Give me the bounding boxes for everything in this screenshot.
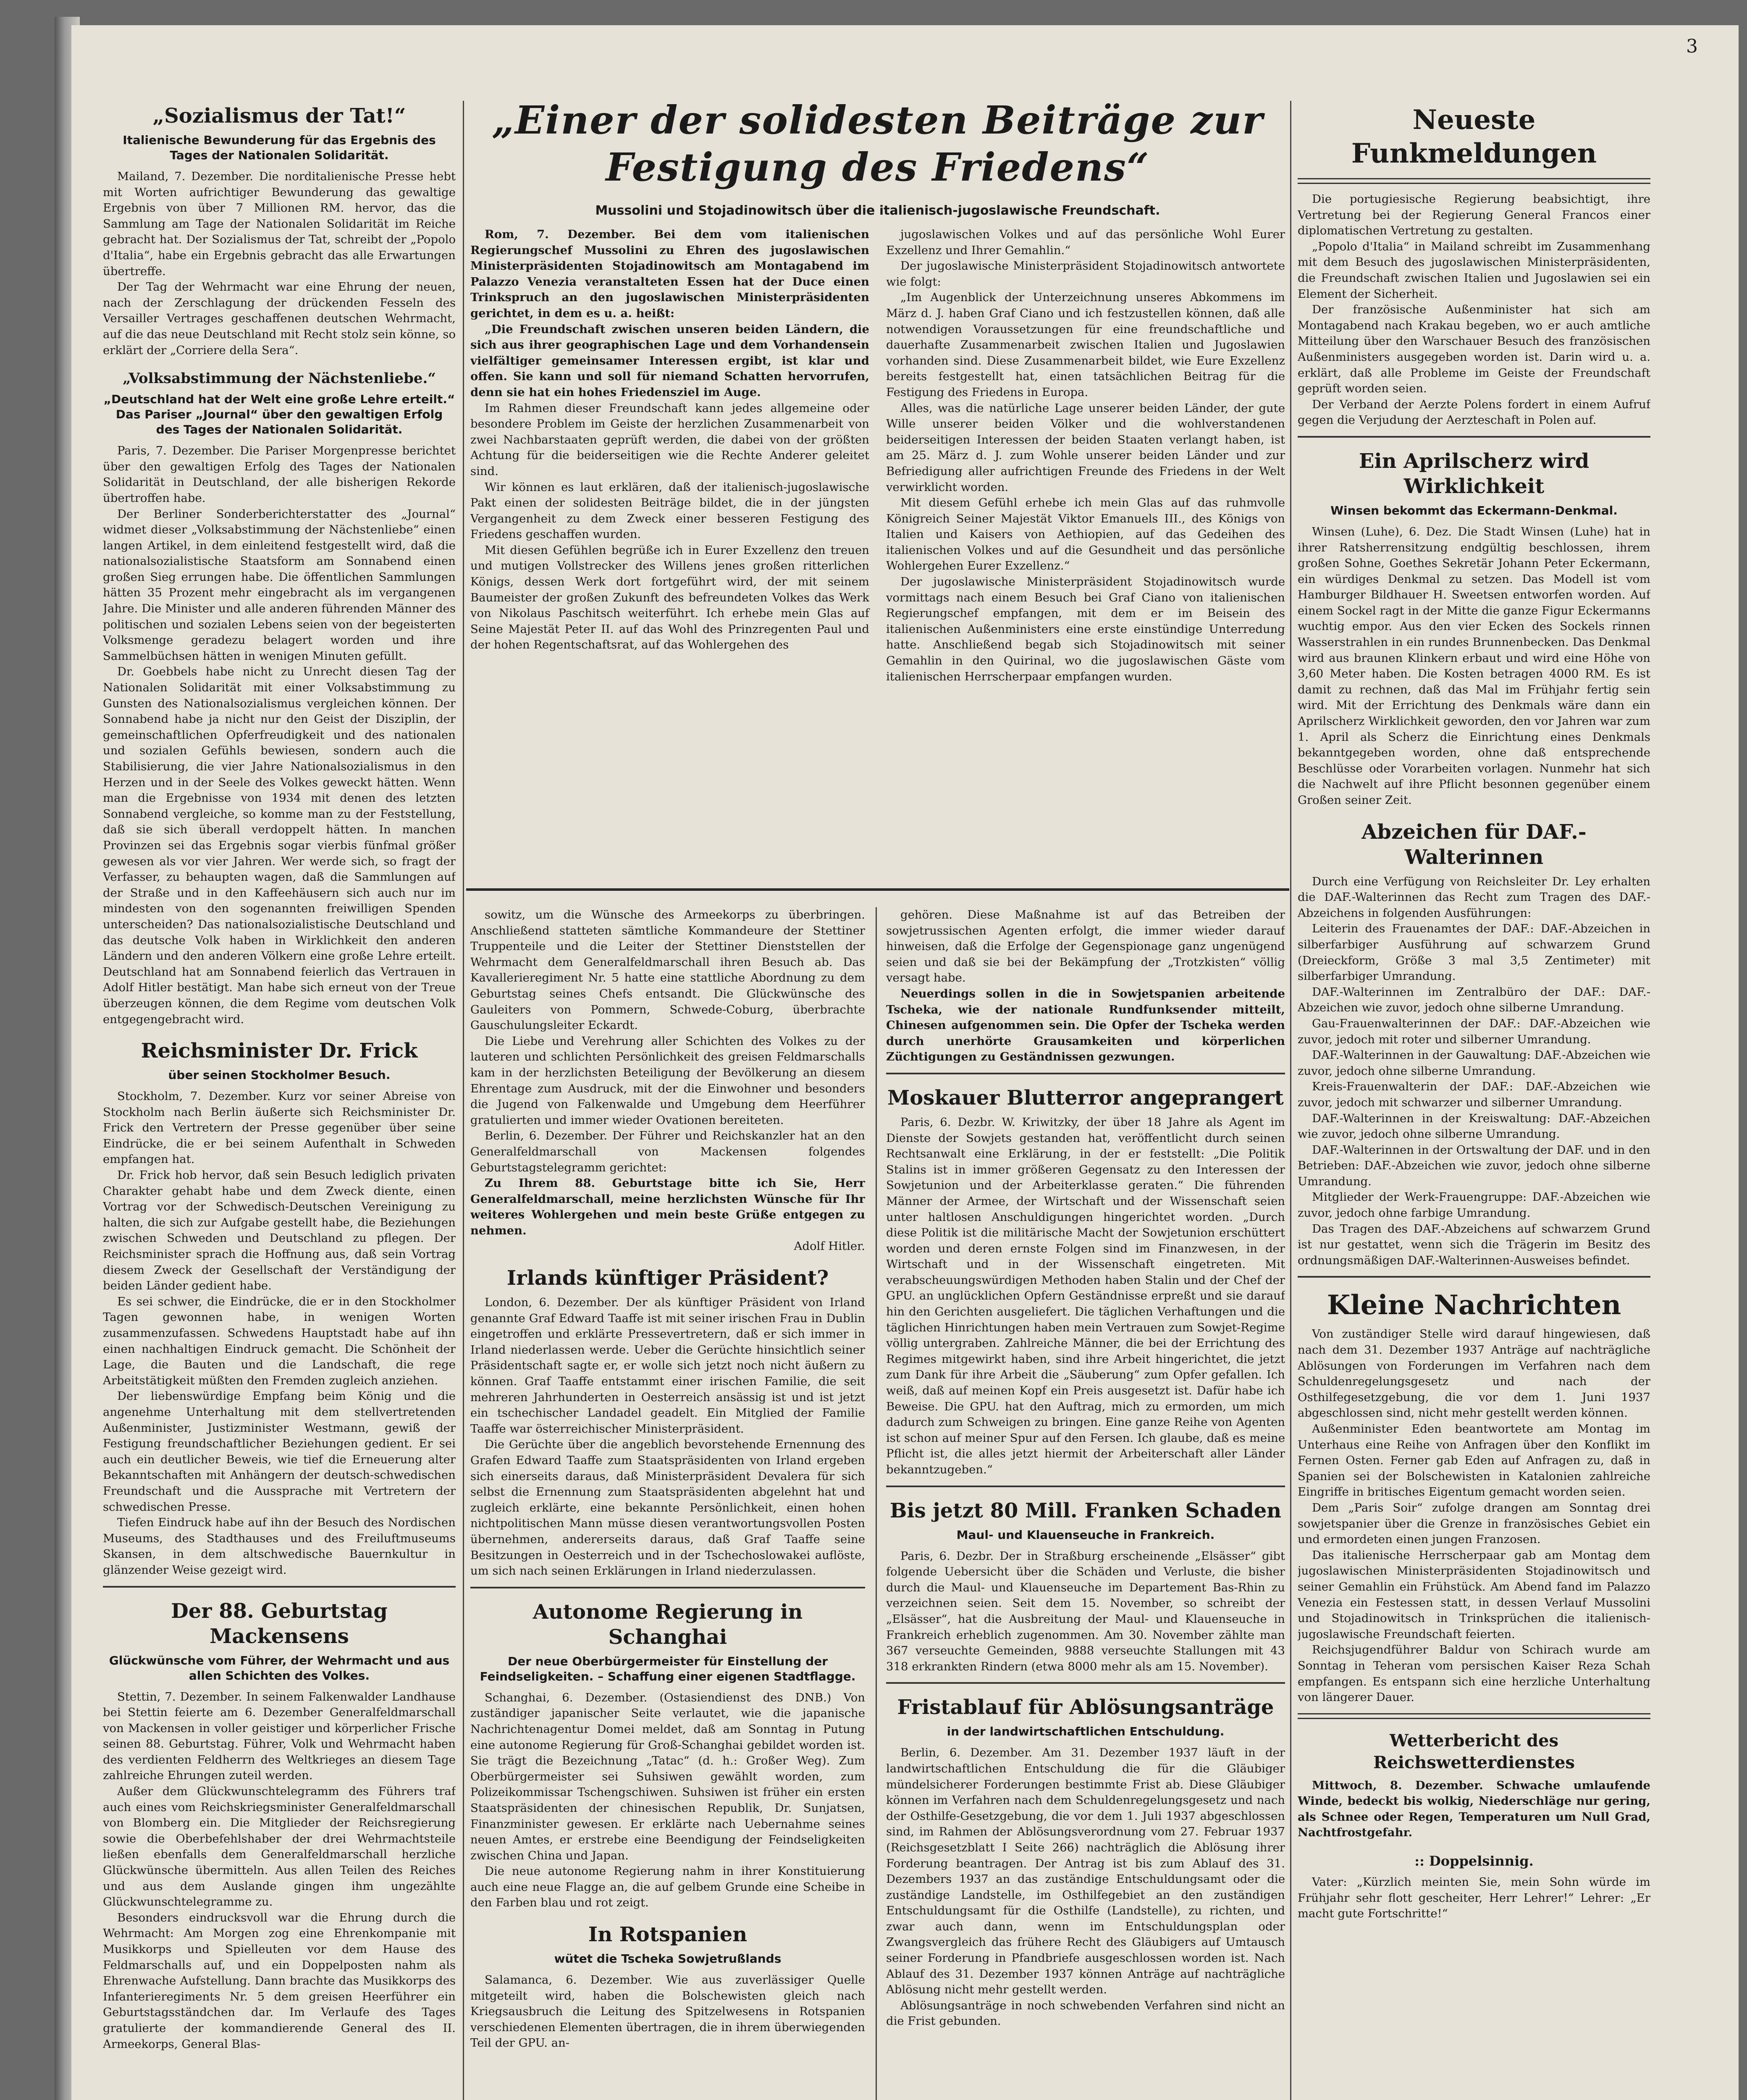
column-right bbox=[1298, 92, 1650, 2100]
paragraph: Dem „Paris Soir“ zufolge drangen am Sonntag drei sowjetspanier über die Grenze in französisches Gebiet ein und ermordeten einen jungen Franzosen. bbox=[1298, 1501, 1650, 1546]
separator bbox=[886, 1682, 1285, 1684]
article-title: Neueste Funkmeldungen bbox=[1351, 104, 1597, 169]
paragraph: Besonders eindrucksvoll war die Ehrung durch die Wehrmacht: Am Morgen zog eine Ehrenkompanie mit Musikkorps und Spielleuten vor dem Hause des Feldmarschalls auf, und ein Doppelposten nahm als Ehrenwache Aufstellung. Dann brachte das Musikkorps des Infanterieregiments Nr. 5 dem greisen Heerführer ein Geburtstagsständchen dar. Im Verlaufe des Tages gratulierte der kommandierende General des II. Armeekorps, General Blas- bbox=[103, 1911, 456, 2051]
article-subtitle: Der neue Oberbürgermeister für Einstellung der Feindseligkeiten. – Schaffung einer eigenen Stadtflagge. bbox=[480, 1654, 856, 1683]
paragraph: Stettin, 7. Dezember. In seinem Falkenwalder Landhause bei Stettin feierte am 6. Dezember Generalfeldmarschall von Mackensen in voller geistiger und körperlicher Frische seinen 88. Geburtstag. Führer, Volk und Wehrmacht haben des verdienten Feldherrn des Weltkrieges an diesem Tage zahlreiche Ehrungen zuteil werden. bbox=[103, 1690, 456, 1782]
article-title: Reichsminister Dr. Frick bbox=[141, 1039, 418, 1063]
paragraph: Alles, was die natürliche Lage unserer beiden Länder, der gute Wille unserer beiden Völker und die wohlverstandenen beiderseitigen Interessen der beiden Staaten verlangt haben, ist am 25. März d. J. zum Wohle unserer beiden Länder und zur Befriedigung aller aufrichtigen Freunde des Friedens in der Welt verwirklicht worden. bbox=[886, 401, 1285, 494]
column-middle-right bbox=[886, 907, 1285, 2100]
column-middle-left bbox=[470, 907, 865, 2100]
paragraph: Die neue autonome Regierung nahm in ihrer Konstituierung auch eine neue Flagge an, die auf gelbem Grunde eine Scheibe in den Farben blau und rot zeigt. bbox=[470, 1864, 865, 1910]
lead-subtitle: Mussolini und Stojadinowitsch über die italienisch-jugoslawische Freundschaft. bbox=[595, 203, 1160, 218]
separator bbox=[1298, 178, 1650, 184]
paragraph: Mittwoch, 8. Dezember. Schwache umlaufende Winde, bedeckt bis wolkig, Niederschläge nur gering, als Schnee oder Regen, Temperaturen um Null Grad, Nachtfrostgefahr. bbox=[1298, 1778, 1650, 1840]
paragraph: „Die Freundschaft zwischen unseren beiden Ländern, die sich aus ihrer geographischen Lage und dem Vorhandensein vielfältiger gemeinsamer Interessen ergibt, ist klar und offen. Sie kann und soll für niemand Schatten hervorrufen, denn sie hat ein hohes Friedensziel im Auge. bbox=[470, 322, 869, 399]
paragraph: DAF.-Walterinnen in der Ortswaltung der DAF. und in den Betrieben: DAF.-Abzeichen wie zuvor, jedoch ohne silberne Umrandung. bbox=[1298, 1143, 1650, 1188]
article-title: Abzeichen für DAF.-Walterinnen bbox=[1361, 820, 1587, 869]
paragraph: Leiterin des Frauenamtes der DAF.: DAF.-Abzeichen in silberfarbiger Ausführung auf schwarzem Grund (Dreieckform, Größe 3 mal 3,5 Zentimeter) mit silberfarbiger Umrandung. bbox=[1298, 922, 1650, 983]
article-subtitle: über seinen Stockholmer Besuch. bbox=[168, 1068, 391, 1082]
article-title: Kleine Nachrichten bbox=[1327, 1289, 1621, 1321]
article-title: „Volksabstimmung der Nächstenliebe.“ bbox=[123, 370, 436, 387]
paragraph: Salamanca, 6. Dezember. Wie aus zuverlässiger Quelle mitgeteilt wird, haben die Bolschewisten gleich nach Kriegsausbruch die Leitung des Spitzelwesens in Rotspanien verschiedenen Elementen übertragen, die in ihrem überwiegenden Teil der GPU. an- bbox=[470, 1973, 865, 2050]
article-title: :: Doppelsinnig. bbox=[1414, 1853, 1534, 1869]
paragraph: Mailand, 7. Dezember. Die norditalienische Presse hebt mit Worten aufrichtiger Bewunderung das gewaltige Ergebnis von über 7 Millionen RM. hervor, das die Sammlung am Tage der Nationalen Solidarität im Reiche gebracht hat. Der Sozialismus der Tat, schreibt der „Popolo d'Italia“, habe ein Ergebnis gebracht das alle Erwartungen übertreffe. bbox=[103, 170, 456, 278]
paragraph: Das italienische Herrscherpaar gab am Montag dem jugoslawischen Ministerpräsidenten Stojadinowitsch und seiner Gemahlin ein Frühstück. Am Abend fand im Palazzo Venezia ein Festessen statt, in dessen Verlauf Mussolini und Stojadinowitsch in Trinksprüchen die italienisch-jugoslawische Freundschaft feierten. bbox=[1298, 1548, 1650, 1641]
paragraph: DAF.-Walterinnen in der Gauwaltung: DAF.-Abzeichen wie zuvor, jedoch ohne silberne Umrandung. bbox=[1298, 1048, 1650, 1078]
article-subtitle: „Deutschland hat der Welt eine große Lehre erteilt.“ Das Pariser „Journal“ über den gewaltigen Erfolg des Tages der Nationalen Solidarität. bbox=[103, 392, 455, 437]
paragraph: „Im Augenblick der Unterzeichnung unseres Abkommens im März d. J. haben Graf Ciano und ich festzustellen können, daß alle notwendigen Voraussetzungen für eine freundschaftliche und dauerhafte Zusammenarbeit zwischen Italien und Jugoslawien vorhanden sind. Diese Zusammenarbeit bildet, wie Eure Exzellenz bereits festgestellt hat, einen tatsächlichen Beitrag für die Festigung des Friedens in Europa. bbox=[886, 291, 1285, 399]
paragraph: Der Tag der Wehrmacht war eine Ehrung der neuen, nach der Zerschlagung der drückenden Fesseln des Versailler Vertrages geschaffenen deutschen Wehrmacht, auf die das neue Deutschland mit Recht stolz sein könne, so erklärt der „Corriere della Sera“. bbox=[103, 280, 456, 357]
paragraph: DAF.-Walterinnen in der Kreiswaltung: DAF.-Abzeichen wie zuvor, jedoch ohne silberne Umrandung. bbox=[1298, 1111, 1650, 1141]
separator bbox=[1298, 436, 1650, 438]
article-title: Bis jetzt 80 Mill. Franken Schaden bbox=[889, 1499, 1282, 1522]
signature-text: Adolf Hitler. bbox=[794, 1239, 865, 1253]
paragraph: Der Berliner Sonderberichterstatter des „Journal“ widmet dieser „Volksabstimmung der Nächstenliebe“ einen langen Artikel, in dem einleitend festgestellt wird, daß die nationalsozialistische Staatsform am Sonnabend einen großen Sieg errungen habe. Die öffentlichen Sammlungen hätten 35 Prozent mehr eingebracht als im vergangenen Jahre. Die Minister und alle anderen führenden Männer des politischen und sozialen Lebens seien von der begeisterten Volksmenge geradezu belagert worden und ihre Sammelbüchsen hätten in wenigen Minuten gefüllt. bbox=[103, 507, 456, 663]
paragraph: Schanghai, 6. Dezember. (Ostasiendienst des DNB.) Von zuständiger japanischer Seite verlautet, wie die japanische Nachrichtenagentur Domei meldet, daß am Sonntag in Putung eine autonome Regierung für Groß-Schanghai gebildet worden ist. Sie trägt die Bezeichnung „Tatac“ (d. h.: Großer Weg). Zum Oberbürgermeister sei Suhsiwen gewählt worden, zum Polizeikommissar Tschengschiwen. Suhsiwen ist früher ein ersten Staatspräsidenten der chinesischen Republik, Dr. Sunjatsen, Finanzminister gewesen. Er erklärte nach Uebernahme seines neuen Amtes, er erstrebe eine Beendigung der Feindseligkeiten zwischen China und Japan. bbox=[470, 1690, 865, 1862]
paragraph: Der jugoslawische Ministerpräsident Stojadinowitsch wurde vormittags nach einem Besuch bei Graf Ciano von italienischen Regierungschef empfangen, mit dem er im Beisein des italienischen Außenministers eine erste einstündige Unterredung hatte. Anschließend begab sich Stojadinowitsch mit seiner Gemahlin in den Quirinal, wo die jugoslawischen Gäste vom italienischen Herrscherpaar empfangen wurden. bbox=[886, 575, 1285, 683]
lead-article bbox=[470, 92, 1285, 890]
paragraph: Stockholm, 7. Dezember. Kurz vor seiner Abreise von Stockholm nach Berlin äußerte sich Reichsminister Dr. Frick den Vertretern der Presse gegenüber über seine Eindrücke, die er bei seinem Aufenthalt in Schweden empfangen hat. bbox=[103, 1089, 456, 1166]
separator bbox=[886, 1486, 1285, 1487]
paragraph: sowitz, um die Wünsche des Armeekorps zu überbringen. Anschließend statteten sämtliche Kommandeure der Stettiner Truppenteile und die Leiter der Stettiner Dienststellen der Wehrmacht dem Generalfeldmarschall ihren Besuch ab. Das Kavallerieregiment Nr. 5 hatte eine stattliche Abordnung zu dem Geburtstag seines Chefs entsandt. Die Glückwünsche des Gauleiters von Pommern, Schwede-Coburg, überbrachte Gauschulungsleiter Eckardt. bbox=[470, 908, 865, 1032]
paragraph: Winsen (Luhe), 6. Dez. Die Stadt Winsen (Luhe) hat in ihrer Ratsherrensitzung endgültig beschlossen, ihrem großen Sohne, Goethes Sekretär Johann Peter Eckermann, ein würdiges Denkmal zu setzen. Das Modell ist vom Hamburger Bildhauer H. Sweetsen entworfen worden. Auf einem Sockel ragt in der Mitte die ganze Figur Eckermanns wuchtig empor. Aus den vier Ecken des Sockels rinnen Wasserstrahlen in ein rundes Brunnenbecken. Das Denkmal wird aus braunen Klinkern erbaut und wird eine Höhe von 3,60 Meter haben. Die Kosten betragen 4000 RM. Es ist damit zu rechnen, daß das Mal im Frühjahr fertig sein wird. Mit der Errichtung des Denkmals wäre dann ein Aprilscherz Wirklichkeit geworden, den vor Jahren war zum 1. April als Scherz die Einrichtung eines Denkmals bekanntgegeben worden, ohne daß entsprechende Beschlüsse oder Vorarbeiten vorlagen. Nunmehr hat sich die Nachwelt auf ihre Pflicht besonnen gegenüber einem Großen seiner Zeit. bbox=[1298, 525, 1650, 807]
paragraph: Rom, 7. Dezember. Bei dem vom italienischen Regierungschef Mussolini zu Ehren des jugoslawischen Ministerpräsidenten Stojadinowitsch am Montagabend im Palazzo Venezia veranstalteten Essen hat der Duce einen Trinkspruch an den jugoslawischen Ministerpräsidenten gerichtet, in dem es u. a. heißt: bbox=[470, 228, 869, 320]
paragraph: Außenminister Eden beantwortete am Montag im Unterhaus eine Reihe von Anfragen über den Konflikt im Fernen Osten. Ferner gab Eden auf Anfragen zu, daß in Spanien sei der Bolschewisten in Katalonien zahlreiche Eingriffe in britisches Eigentum gemacht worden seien. bbox=[1298, 1422, 1650, 1499]
paragraph: Reichsjugendführer Baldur von Schirach wurde am Sonntag in Teheran vom persischen Kaiser Reza Schah empfangen. Es entspann sich eine herzliche Unterhaltung von längerer Dauer. bbox=[1298, 1643, 1650, 1704]
column-rule-left bbox=[463, 101, 464, 2100]
column-left bbox=[103, 92, 456, 2100]
paragraph: Mit diesen Gefühlen begrüße ich in Eurer Exzellenz den treuen und mutigen Vollstrecker des Willens jenes großen ritterlichen Königs, dessen Werk dort fortgeführt wird, der mit seinem Baumeister der großen Zukunft des befreundeten Volkes das Werk von Nikolaus Paschitsch weiterführt. Ich erhebe mein Glas auf Seine Majestät Peter II. auf das Wohl des Prinzregenten Paul und der hohen Regentschaftsrat, auf das Wohlergehen des bbox=[470, 543, 869, 652]
paragraph: Neuerdings sollen in die in Sowjetspanien arbeitende Tscheka, wie der nationale Rundfunksender mitteilt, Chinesen aufgenommen sein. Die Opfer der Tscheka werden durch unerhörte Grausamkeiten und körperlichen Züchtigungen zu Geständnissen gezwungen. bbox=[886, 987, 1285, 1064]
paragraph: DAF.-Walterinnen im Zentralbüro der DAF.: DAF.-Abzeichen wie zuvor, jedoch ohne silberne Umrandung. bbox=[1298, 985, 1650, 1015]
paragraph: Von zuständiger Stelle wird darauf hingewiesen, daß nach dem 31. Dezember 1937 Anträge auf nachträgliche Ablösungen von Forderungen im Verfahren nach dem Schuldenregelungsgesetz und nach der Osthilfegesetzgebung, die vor dem 1. Juni 1937 abgeschlossen sind, nicht mehr gestellt werden können. bbox=[1298, 1327, 1650, 1420]
article-subtitle: wütet die Tscheka Sowjetrußlands bbox=[554, 1952, 782, 1966]
paragraph: Der Verband der Aerzte Polens fordert in einem Aufruf gegen die Verjudung der Aerzteschaft in Polen auf. bbox=[1298, 397, 1650, 427]
page-number: 3 bbox=[1686, 36, 1698, 57]
paragraph: London, 6. Dezember. Der als künftiger Präsident von Irland genannte Graf Edward Taaffe ist mit seiner irischen Frau in Dublin eingetroffen und erklärte Pressevertretern, daß er sich immer in Irland niederlassen werde. Ueber die Gerüchte hinsichtlich seiner Präsidentschaft sagte er, er wolle sich jetzt noch nicht äußern zu können. Graf Taaffe entstammt einer irischen Familie, die seit mehreren Jahrhunderten in Oesterreich ansässig ist und ist jetzt ein tschechischer Landadel geadelt. Ein Mitglied der Familie Taaffe war österreichischer Ministerpräsident. bbox=[470, 1296, 865, 1436]
article-title: Wetterbericht des Reichswetterdienstes bbox=[1373, 1730, 1575, 1772]
separator bbox=[470, 1587, 865, 1588]
paragraph: Der französische Außenminister hat sich am Montagabend nach Krakau begeben, wo er auch amtliche Mitteilung über den Warschauer Besuch des französischen Außenministers ausgegeben worden ist. Darin wird u. a. erklärt, daß alle Probleme im Geiste der Freundschaft geprüft worden seien. bbox=[1298, 303, 1650, 396]
lead-headline: „Einer der solidesten Beiträge zur Festigung des Friedens“ bbox=[492, 97, 1264, 190]
paragraph: Durch eine Verfügung von Reichsleiter Dr. Ley erhalten die DAF.-Walterinnen das Recht zum Tragen des DAF.-Abzeichens in folgenden Ausführungen: bbox=[1298, 874, 1650, 920]
paragraph: Der liebenswürdige Empfang beim König und die angenehme Unterhaltung mit dem stellvertretenden Außenminister, Justizminister Westmann, gewiß der Festigung freundschaftlicher Beziehungen gedient. Er sei auch ein deutlicher Beweis, wie tief die Erneuerung alter Bekanntschaften mit Anhängern der deutsch-schwedischen Freundschaft und die Aussprache mit Vertretern der schwedischen Presse. bbox=[103, 1389, 456, 1514]
article-title: Moskauer Blutterror angeprangert bbox=[887, 1086, 1284, 1110]
paragraph: Außer dem Glückwunschtelegramm des Führers traf auch eines vom Reichskriegsminister Generalfeldmarschall von Blomberg ein. Die Mitglieder der Reichsregierung sowie die Oberbefehlshaber der drei Wehrmachtsteile ließen ebenfalls dem Generalfeldmarschall herzliche Glückwünsche übermitteln. Aus allen Teilen des Reiches und aus dem Auslande gingen ihm ungezählte Glückwunschtelegramme zu. bbox=[103, 1785, 456, 1909]
paragraph: Ablösungsanträge in noch schwebenden Verfahren sind nicht an die Frist gebunden. bbox=[886, 1998, 1285, 2028]
column-rule-right bbox=[1290, 101, 1291, 2100]
paragraph: Mitglieder der Werk-Frauengruppe: DAF.-Abzeichen wie zuvor, jedoch ohne farbige Umrandung. bbox=[1298, 1190, 1650, 1220]
article-title: „Sozialismus der Tat!“ bbox=[152, 104, 406, 128]
paragraph: Berlin, 6. Dezember. Am 31. Dezember 1937 läuft in der landwirtschaftlichen Entschuldung die für die Gläubiger mündelsicherer Forderungen bestimmte Frist ab. Diese Gläubiger können im Verfahren nach dem Schuldenregelungsgesetz und nach der Osthilfe-Gesetzgebung, die vor dem 1. Juli 1937 abgeschlossen sind, im Rahmen der Ablösungsverordnung vom 27. Februar 1937 (Reichsgesetzblatt I Seite 266) nachträglich die Ablösung ihrer Forderung beantragen. Der Antrag ist bis zum Ablauf des 31. Dezembers 1937 an das zuständige Entschuldungsamt oder die zuständige Landstelle, im Osthilfegebiet an den zuständigen Entschuldungsamt für die Osthilfe (Landstelle), zu richten, und zwar auch dann, wenn im Entschuldungsplan oder Zwangsvergleich das frühere Recht des Gläubigers auf Umtausch seiner Forderung in Pfandbriefe ausgeschlossen worden ist. Nach Ablauf des 31. Dezember 1937 können Anträge auf nachträgliche Ablösung nicht mehr gestellt werden. bbox=[886, 1746, 1285, 1997]
paragraph: Gau-Frauenwalterinnen der DAF.: DAF.-Abzeichen wie zuvor, jedoch mit roter und silberner Umrandung. bbox=[1298, 1016, 1650, 1046]
separator bbox=[1298, 1276, 1650, 1278]
paragraph: Paris, 6. Dezbr. Der in Straßburg erscheinende „Elsässer“ gibt folgende Uebersicht über die Schäden und Verluste, die bisher durch die Maul- und Klauenseuche im Departement Bas-Rhin zu verzeichnen seien. Seit dem 15. November, so schreibt der „Elsässer“, hat die Ausbreitung der Maul- und Klauenseuche in Frankreich erheblich zugenommen. Am 30. November zählte man 367 verseuchte Gemeinden, 9888 verseuchte Stallungen mit 43 318 erkrankten Rindern (etwa 8000 mehr als am 15. November). bbox=[886, 1549, 1285, 1673]
lead-left-column bbox=[470, 227, 869, 685]
article-subtitle: Glückwünsche vom Führer, der Wehrmacht und aus allen Schichten des Volkes. bbox=[109, 1653, 450, 1683]
paragraph: Berlin, 6. Dezember. Der Führer und Reichskanzler hat an den Generalfeldmarschall von Mackensen folgendes Geburtstagstelegramm gerichtet: bbox=[470, 1129, 865, 1174]
paragraph: Dr. Goebbels habe nicht zu Unrecht diesen Tag der Nationalen Solidarität mit einer Volksabstimmung zu Gunsten des Nationalsozialismus vergleichen können. Der Sonnabend habe ja nicht nur den Geist der Disziplin, der gemeinschaftlichen Opferfreudigkeit und des nationalen und sozialen Gefühls bewiesen, sondern auch die Stabilisierung, die vier Jahre Nationalsozialismus in den Herzen und in der Seele des Volkes geweckt hätten. Wenn man die Ergebnisse von 1934 mit denen des letzten Sonnabend vergleiche, so komme man zu der Feststellung, daß sie sich überall verdoppelt hätten. In manchen Provinzen sei das Ergebnis sogar vierbis fünfmal größer gewesen als vor vier Jahren. Wer werde sich, so fragt der Verfasser, zu behaupten wagen, daß die Sammlungen auf der Straße und in den Kaffeehäusern sich auch nur im mindesten von den sogenannten freiwilligen Spenden unterscheiden? Das nationalsozialistische Deutschland und das deutsche Volk haben in Wirklichkeit den anderen Ländern und den anderen Völkern eine große Lehre erteilt. Deutschland hat am Sonnabend feierlich das Vertrauen in Adolf Hitler bestätigt. Man habe sich erneut von der Treue überzeugen können, die dem Regime vom deutschen Volk entgegengebracht wird. bbox=[103, 665, 456, 1026]
paragraph: Paris, 6. Dezbr. W. Kriwitzky, der über 18 Jahre als Agent im Dienste der Sowjets gestanden hat, veröffentlicht durch seinen Rechtsanwalt eine Erklärung, in der er feststellt: „Die Politik Stalins ist in immer größeren Gegensatz zu den Interessen der Sowjetunion und der Arbeiterklasse geraten.“ Die führenden Männer der Armee, der Wirtschaft und der Wissenschaft seien unter haltlosen Anschuldigungen hingerichtet worden. „Durch diese Politik ist die militärische Macht der Sowjetunion erschüttert worden und deren ernste Folgen sind im Finanzwesen, in der Wirtschaft und in der Wissenschaft eingetreten. Mit verabscheuungswürdigen Methoden haben Stalin und der Chef der GPU. an unglücklichen Opfern Geständnisse erpreßt und sie darauf hin den Gerichten ausgeliefert. Die täglichen Verhaftungen und die täglichen Hinrichtungen haben mein Vertrauen zum Sowjet-Regime völlig untergraben. Zahlreiche Männer, die bei der Errichtung des Regimes mitgewirkt haben, sind ihre Arbeit hingerichtet, die jetzt zum Dank für ihre Arbeit die „Säuberung“ zum Opfer gefallen. Ich weiß, daß auf meinen Kopf ein Preis ausgesetzt ist. Dafür habe ich Beweise. Die GPU. hat den Auftrag, mich zu ermorden, um mich dadurch zum Schweigen zu bringen. Eine ganze Reihe von Agenten ist schon auf meiner Spur auf den Fersen. Ich glaube, daß es meine Pflicht ist, die alles jetzt hiermit der Arbeiterschaft aller Länder bekanntzugeben.“ bbox=[886, 1115, 1285, 1476]
article-title: Autonome Regierung in Schanghai bbox=[532, 1600, 803, 1649]
paragraph: Dr. Frick hob hervor, daß sein Besuch lediglich privaten Charakter gehabt habe und dem Zweck diente, einen Vortrag vor der Schwedisch-Deutschen Vereinigung zu halten, die sich zur Aufgabe gestellt habe, die Beziehungen zwischen Schweden und Deutschland zu pflegen. Der Reichsminister sprach die Hoffnung aus, daß sein Vortrag diesem Zweck der Gesellschaft der Verständigung der beiden Länder gedient habe. bbox=[103, 1168, 456, 1293]
paragraph: Im Rahmen dieser Freundschaft kann jedes allgemeine oder besondere Problem im Geiste der herzlichen Zusammenarbeit von zwei Nachbarstaaten geprüft werden, die dabei von der größten Achtung für die beiderseitigen wie die Rechte Anderer geleitet sind. bbox=[470, 401, 869, 478]
paragraph: Mit diesem Gefühl erhebe ich mein Glas auf das ruhmvolle Königreich Seiner Majestät Viktor Emanuels III., des Königs von Italien und Kaisers von Aethiopien, auf das Gedeihen des italienischen Volkes und auf die Gesundheit und das persönliche Wohlergehen Eurer Exzellenz.“ bbox=[886, 496, 1285, 573]
article-title: Irlands künftiger Präsident? bbox=[506, 1266, 829, 1290]
paragraph: Tiefen Eindruck habe auf ihn der Besuch des Nordischen Museums, des Stadthauses und des Freiluftmuseums Skansen, in dem altschwedische Bauernkultur in glänzender Weise gezeigt wird. bbox=[103, 1516, 456, 1577]
lead-right-column bbox=[886, 227, 1285, 685]
paragraph: Wir können es laut erklären, daß der italienisch-jugoslawische Pakt einen der solidesten Beiträge bildet, die in der jüngsten Vergangenheit zu dem Zweck einer besseren Festigung des Friedens geschaffen wurden. bbox=[470, 480, 869, 541]
separator bbox=[886, 1073, 1285, 1074]
article-title: In Rotspanien bbox=[588, 1923, 748, 1947]
paragraph: Der jugoslawische Ministerpräsident Stojadinowitsch antwortete wie folgt: bbox=[886, 259, 1285, 289]
article-title: Der 88. Geburtstag Mackensens bbox=[171, 1599, 388, 1648]
paragraph: jugoslawischen Volkes und auf das persönliche Wohl Eurer Exzellenz und Ihrer Gemahlin.“ bbox=[886, 228, 1285, 257]
paragraph: Kreis-Frauenwalterin der DAF.: DAF.-Abzeichen wie zuvor, jedoch mit schwarzer und silberner Umrandung. bbox=[1298, 1080, 1650, 1109]
paragraph: Paris, 7. Dezember. Die Pariser Morgenpresse berichtet über den gewaltigen Erfolg des Tages der Nationalen Solidarität in Deutschland, der alle bisherigen Rekorde übertroffen habe. bbox=[103, 444, 456, 505]
article-title: Fristablauf für Ablösungsanträge bbox=[897, 1696, 1274, 1719]
paragraph: Zu Ihrem 88. Geburtstage bitte ich Sie, Herr Generalfeldmarschall, meine herzlichsten Wünsche für Ihr weiteres Wohlergehen und mein beste Grüße entgegen zu nehmen. bbox=[470, 1176, 865, 1237]
article-subtitle: Italienische Bewunderung für das Ergebnis des Tages der Nationalen Solidarität. bbox=[123, 133, 436, 162]
paragraph: Das Tragen des DAF.-Abzeichens auf schwarzem Grund ist nur gestattet, wenn sich die Trägerin im Besitz des ordnungsmäßigen DAF.-Walterinnen-Ausweises befindet. bbox=[1298, 1222, 1650, 1267]
separator bbox=[1298, 1713, 1650, 1719]
paragraph: „Popolo d'Italia“ in Mailand schreibt im Zusammenhang mit dem Besuch des jugoslawischen Ministerpräsidenten, die Freundschaft zwischen Italien und Jugoslawien sei ein Element der Sicherheit. bbox=[1298, 239, 1650, 301]
article-title: Ein Aprilscherz wird Wirklichkeit bbox=[1359, 449, 1590, 498]
separator bbox=[103, 1586, 456, 1588]
paragraph: gehören. Diese Maßnahme ist auf das Betreiben der sowjetrussischen Agenten erfolgt, die immer wieder darauf hinweisen, daß die Erfolge der Gegenspionage ganz ungenügend seien und daß sie bei der Bekämpfung der „Trotzkisten“ völlig versagt habe. bbox=[886, 908, 1285, 985]
paragraph: Die Liebe und Verehrung aller Schichten des Volkes zu der lauteren und schlichten Persönlichkeit des greisen Feldmarschalls kam in der herzlichsten Beteiligung der Bevölkerung an diesem Ehrentage zum Ausdruck, mit der die Einwohner und besonders die Jugend von Falkenwalde und Umgebung dem Heerführer gratulierten und immer wieder Ovationen bereiteten. bbox=[470, 1034, 865, 1127]
paragraph: Es sei schwer, die Eindrücke, die er in den Stockholmer Tagen gewonnen habe, in wenigen Worten zusammenzufassen. Schwedens Hauptstadt habe auf ihn einen nachhaltigen Eindruck gemacht. Die Schönheit der Lage, die Bauten und die Landschaft, die rege Arbeitstätigkeit müßten den Fremden zugleich anziehen. bbox=[103, 1294, 456, 1387]
article-subtitle: Maul- und Klauenseuche in Frankreich. bbox=[956, 1528, 1215, 1542]
article-subtitle: in der landwirtschaftlichen Entschuldung. bbox=[947, 1725, 1225, 1739]
paragraph: Die Gerüchte über die angeblich bevorstehende Ernennung des Grafen Edward Taaffe zum Staatspräsidenten von Irland ergeben sich einerseits daraus, daß Ministerpräsident Devalera für sich selbst die Ernennung zum Staatspräsidenten abgelehnt hat und zugleich erklärte, eine bekannte Persönlichkeit, einen hohen nichtpolitischen Mann müsse diesen verantwortungsvollen Posten übernehmen, andererseits daraus, daß Graf Taaffe seine Besitzungen in Oesterreich und in der Tschechoslowakei auflöste, um sich nach seinen Erklärungen in Irland niederzulassen. bbox=[470, 1438, 865, 1578]
paragraph: Die portugiesische Regierung beabsichtigt, ihre Vertretung bei der Regierung General Francos einer diplomatischen Vertretung zu gestalten. bbox=[1298, 192, 1650, 238]
column-rule-middle bbox=[876, 907, 877, 2100]
paragraph: Vater: „Kürzlich meinten Sie, mein Sohn würde im Frühjahr sehr flott gescheiter, Herr Lehrer!“ Lehrer: „Er macht gute Fortschritte!“ bbox=[1298, 1875, 1650, 1921]
article-subtitle: Winsen bekommt das Eckermann-Denkmal. bbox=[1330, 503, 1618, 517]
